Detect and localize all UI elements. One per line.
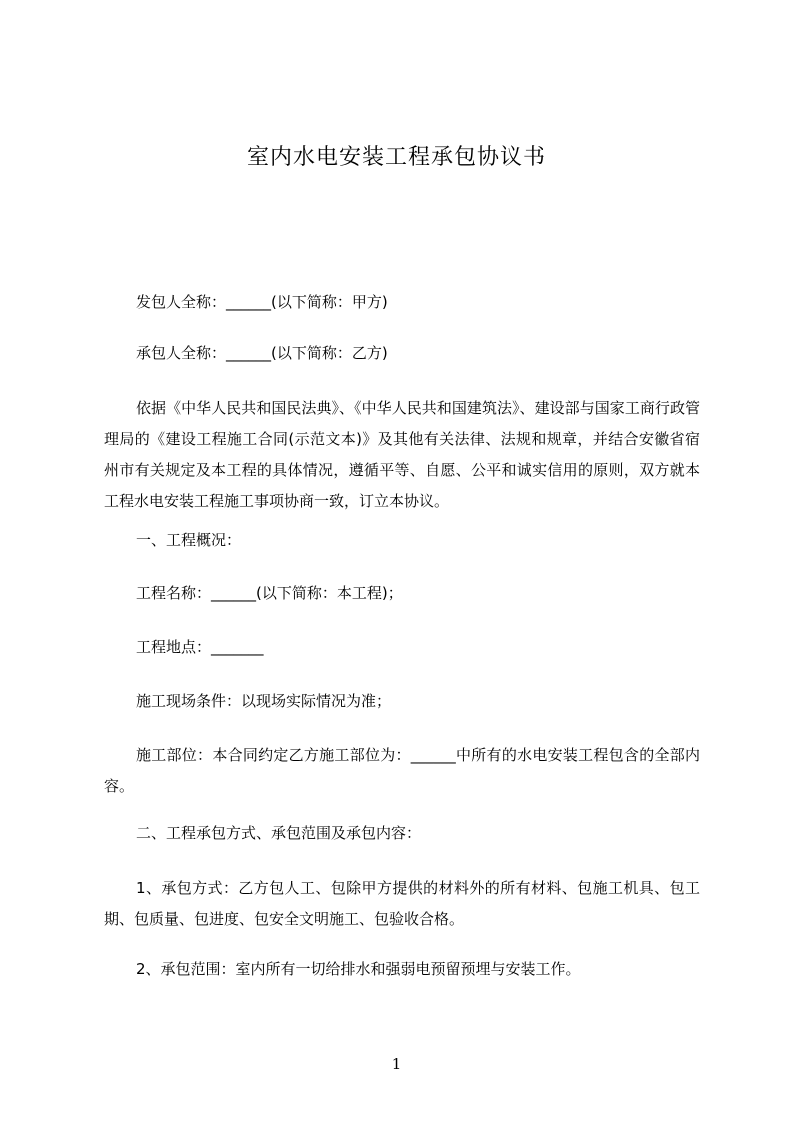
paragraph-contractor: 承包人全称：______(以下简称：乙方): [136, 344, 388, 362]
paragraph-project-location: 工程地点：_______: [136, 638, 264, 656]
section-heading-contract-scope: 二、工程承包方式、承包范围及承包内容：: [136, 824, 422, 842]
paragraph-project-name: 工程名称：______(以下简称：本工程)；: [136, 584, 403, 602]
paragraph-employer: 发包人全称：______(以下简称：甲方): [136, 293, 388, 311]
section-heading-overview: 一、工程概况：: [136, 531, 242, 549]
page-number: 1: [391, 1055, 402, 1073]
paragraph-site-conditions: 施工现场条件：以现场实际情况为准；: [136, 692, 392, 710]
paragraph-contract-method: 1、承包方式：乙方包人工、包除甲方提供的材料外的所有材料、包施工机具、包工期、包质量、包进度、包安全文明施工、包验收合格。: [104, 879, 700, 928]
document-title: 室内水电安装工程承包协议书: [246, 145, 546, 170]
paragraph-contract-range: 2、承包范围：室内所有一切给排水和强弱电预留预埋与安装工作。: [136, 960, 581, 978]
paragraph-construction-part: 施工部位：本合同约定乙方施工部位为：______中所有的水电安装工程包含的全部内容。: [104, 746, 700, 795]
paragraph-basis: 依据《中华人民共和国民法典》、《中华人民共和国建筑法》、建设部与国家工商行政管理局的《建设工程施工合同(示范文本)》及其他有关法律、法规和规章，并结合安徽省宿州市有关规定及本工程的具体情况，遵循平等、自愿、公平和诚实信用的原则，双方就本工程水电安装工程施工事项协商一致，订立本协议。: [104, 399, 700, 510]
